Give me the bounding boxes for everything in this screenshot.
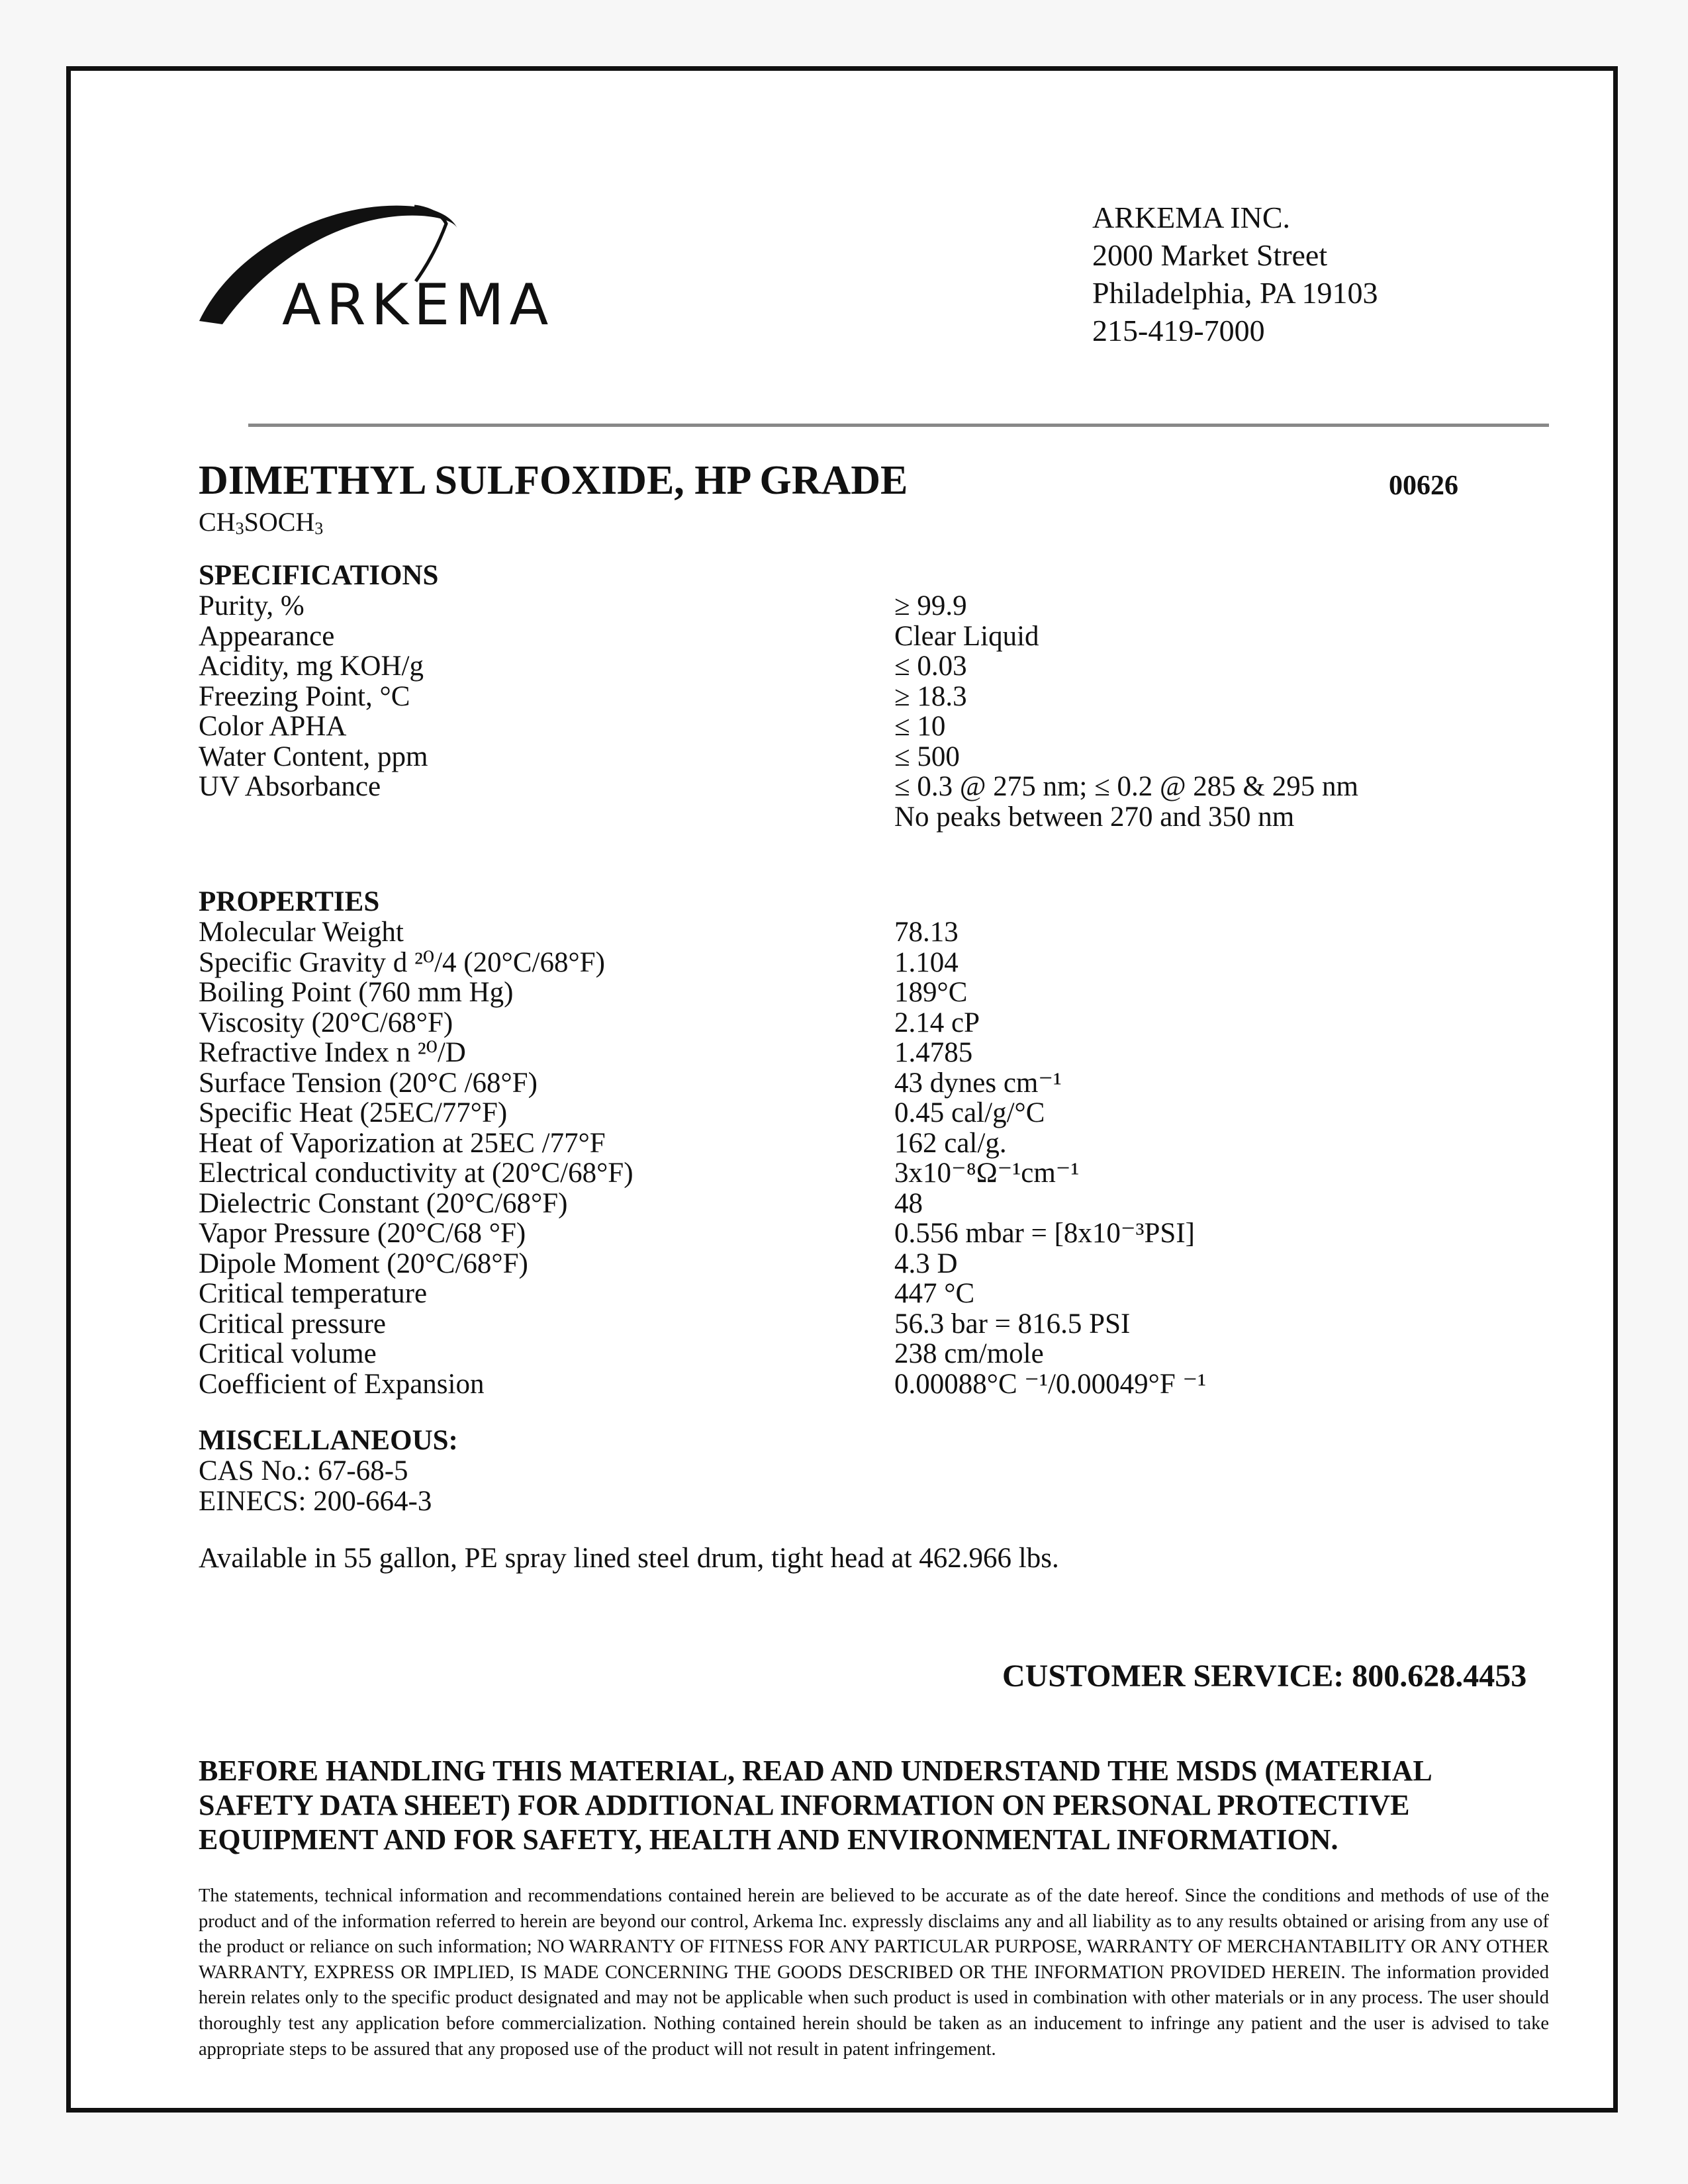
row-label: Acidity, mg KOH/g [199,651,424,682]
row-label: Water Content, ppm [199,741,428,772]
row-value: 162 cal/g. [894,1127,1007,1159]
specifications-row [199,621,1456,652]
row-label: UV Absorbance [199,771,381,802]
row-label: Heat of Vaporization at 25EC /77°F [199,1127,606,1159]
specifications-table [199,591,1456,832]
chemical-formula: $CH_3SOCH_3$ [199,507,324,539]
properties-row [199,1098,1456,1128]
specifications-row [199,591,1456,621]
row-value: 0.556 mbar = [8x10⁻³PSI] [894,1218,1195,1249]
row-label: Surface Tension (20°C /68°F) [199,1067,538,1099]
specifications-row [199,802,1456,833]
properties-heading: PROPERTIES [199,886,380,917]
row-value: 78.13 [894,917,959,948]
row-value: 1.4785 [894,1037,973,1068]
customer-service: CUSTOMER SERVICE: 800.628.4453 [1002,1659,1527,1694]
properties-row [199,917,1456,948]
legal-disclaimer: The statements, technical information and recommendations contained herein are believed to be accurate as of the date hereof. Since the conditions and methods of use of the product and of the information referred to herein are beyond our control, Arkema Inc. expressly disclaims any and all liability as to any results obtained or arising from any use of the product or reliance on such information; NO WARRANTY OF FITNESS FOR ANY PARTICULAR PURPOSE, WARRANTY OF MERCHANTABILITY OR ANY OTHER WARRANTY, EXPRESS OR IMPLIED, IS MADE CONCERNING THE GOODS DESCRIBED OR THE INFORMATION PROVIDED HEREIN. The information provided herein relates only to the specific product designated and may not be applicable when such product is used in combination with other materials or in any process. The user should thoroughly test any application before commercialization. Nothing contained herein should be taken as an inducement to infringe any patient and the user is advised to take appropriate steps to be assured that any proposed use of the product will not result in patent infringement. [199,1886,1549,2060]
row-value: ≥ 18.3 [894,680,967,712]
miscellaneous-heading: MISCELLANEOUS: [199,1425,458,1456]
row-label: Refractive Index n ²⁰/D [199,1037,466,1068]
einecs-number: EINECS: 200-664-3 [199,1486,432,1517]
product-title: DIMETHYL SULFOXIDE, HP GRADE [199,458,908,503]
row-value: 0.45 cal/g/°C [894,1097,1045,1128]
row-label: Viscosity (20°C/68°F) [199,1007,453,1038]
row-value: ≤ 10 [894,711,946,742]
row-value: No peaks between 270 and 350 nm [894,801,1295,833]
row-label: Electrical conductivity at (20°C/68°F) [199,1158,633,1189]
properties-row [199,1158,1456,1189]
row-value: ≤ 0.3 @ 275 nm; ≤ 0.2 @ 285 & 295 nm [894,771,1358,802]
row-value: 447 °C [894,1278,975,1309]
properties-row [199,1279,1456,1309]
row-label: Appearance [199,620,335,652]
row-label: Dielectric Constant (20°C/68°F) [199,1187,568,1219]
properties-row [199,1309,1456,1340]
row-value: 1.104 [894,946,959,978]
properties-row [199,1218,1456,1249]
availability-note: Available in 55 gallon, PE spray lined steel drum, tight head at 462.966 lbs. [199,1543,1059,1574]
row-label: Boiling Point (760 mm Hg) [199,977,514,1008]
row-value: 189°C [894,977,968,1008]
properties-row [199,1339,1456,1369]
properties-row [199,1068,1456,1099]
row-label: Vapor Pressure (20°C/68 °F) [199,1218,526,1249]
company-name: ARKEMA INC. [1092,201,1291,234]
row-label: Critical volume [199,1338,377,1369]
properties-row [199,1189,1456,1219]
row-label: Critical pressure [199,1308,386,1340]
properties-row [199,978,1456,1008]
row-label: Freezing Point, °C [199,680,410,712]
specifications-row [199,711,1456,742]
row-label: Specific Heat (25EC/77°F) [199,1097,508,1128]
specifications-row [199,682,1456,712]
row-value: 3x10⁻⁸Ω⁻¹cm⁻¹ [894,1158,1080,1189]
specifications-row [199,742,1456,772]
specifications-row [199,651,1456,682]
row-label: Dipole Moment (20°C/68°F) [199,1248,528,1279]
properties-table [199,917,1456,1399]
company-address [1092,199,1378,349]
msds-warning: BEFORE HANDLING THIS MATERIAL, READ AND UNDERSTAND THE MSDS (MATERIAL SAFETY DATA SHEET) FOR ADDITIONAL INFORMATION ON PERSONAL PROTECTIVE EQUIPMENT AND FOR SAFETY, HEALTH AND ENVIRONMENTAL INFORMATION. [199,1754,1431,1856]
row-value: ≤ 0.03 [894,651,967,682]
logo-wordmark: ARKEMA [282,272,554,338]
properties-row [199,1008,1456,1038]
company-city: Philadelphia, PA 19103 [1092,276,1378,310]
properties-row [199,1369,1456,1400]
row-value: 43 dynes cm⁻¹ [894,1067,1062,1099]
row-value: ≥ 99.9 [894,590,967,621]
product-code: 00626 [1389,471,1458,501]
properties-row [199,1249,1456,1279]
properties-row [199,1038,1456,1068]
header-divider [248,424,1549,427]
row-value: 4.3 D [894,1248,958,1279]
row-value: 56.3 bar = 816.5 PSI [894,1308,1131,1340]
properties-row [199,1128,1456,1159]
row-value: 48 [894,1187,923,1219]
row-label: Specific Gravity d ²⁰/4 (20°C/68°F) [199,946,605,978]
row-value: ≤ 500 [894,741,960,772]
row-label: Critical temperature [199,1278,428,1309]
arkema-logo [196,192,600,344]
row-label: Molecular Weight [199,917,404,948]
company-phone: 215-419-7000 [1092,314,1265,347]
row-value: 2.14 cP [894,1007,980,1038]
row-value: 0.00088°C ⁻¹/0.00049°F ⁻¹ [894,1368,1207,1400]
specifications-row [199,772,1456,802]
row-value: Clear Liquid [894,620,1039,652]
row-label: Coefficient of Expansion [199,1368,485,1400]
properties-row [199,948,1456,978]
row-value: 238 cm/mole [894,1338,1044,1369]
row-label: Color APHA [199,711,347,742]
company-street: 2000 Market Street [1092,238,1328,272]
specifications-heading: SPECIFICATIONS [199,560,439,591]
cas-number: CAS No.: 67-68-5 [199,1455,408,1486]
row-label: Purity, % [199,590,305,621]
